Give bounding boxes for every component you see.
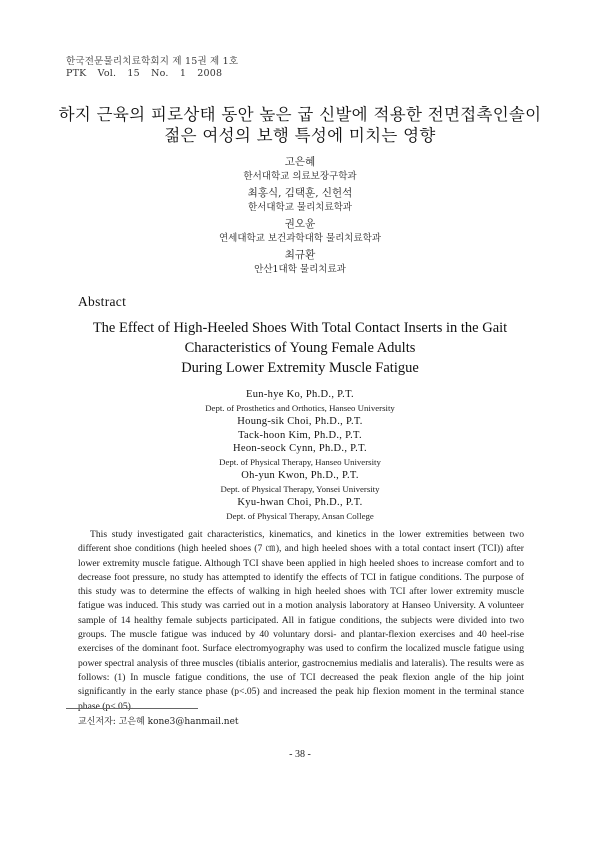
korean-affiliation: 안산1대학 물리치료과 [254, 264, 346, 275]
corresponding-author-footnote: 교신저자: 고은혜 kone3@hanmail.net [78, 717, 239, 727]
korean-title-line-1: 하지 근육의 피로상태 동안 높은 굽 신발에 적용한 전면접촉인솔이 [58, 105, 542, 124]
journal-name-korean: 한국전문물리치료학회지 제 15권 제 1호 [66, 56, 239, 67]
english-author: Houng-sik Choi, Ph.D., P.T. [237, 416, 363, 427]
korean-title-line-2: 젊은 여성의 보행 특성에 미치는 영향 [164, 126, 436, 145]
page-number: - 38 - [289, 749, 311, 760]
english-title-line-3: During Lower Extremity Muscle Fatigue [181, 360, 419, 376]
english-author: Eun-hye Ko, Ph.D., P.T. [246, 389, 354, 400]
korean-affiliation: 한서대학교 물리치료학과 [248, 202, 352, 213]
korean-affiliation: 한서대학교 의료보장구학과 [243, 171, 357, 182]
footnote-divider [66, 708, 198, 709]
english-affiliation: Dept. of Physical Therapy, Yonsei University [220, 484, 380, 494]
english-author: Heon-seock Cynn, Ph.D., P.T. [233, 443, 367, 454]
english-title-line-2: Characteristics of Young Female Adults [184, 340, 416, 356]
english-affiliation: Dept. of Physical Therapy, Hanseo University [219, 457, 381, 467]
abstract-body: This study investigated gait characteristics, kinematics, and kinetics in the lower extremities between two different shoe conditions (high heeled shoes (7 ㎝), and high heeled shoes with a total contact insert (TCI)) after lower extremity muscle fatigue. Although TCI shave been applied in high heeled shoes to increase comfort and to decrease foot pressure, no study has attempted to identify the effects of TCI in fatigue conditions. The purpose of this study was to determine the effects of walking in high heeled shoes with TCI after lower extremity muscle fatigue was induced. This study was carried out in a motion analysis laboratory at Hanseo University. A volunteer sample of 14 healthy female subjects participated. All in fatigue conditions, the subjects were divided into two groups. The muscle fatigue was induced by 40 voluntary dorsi- and plantar-flexion exercises and 40 heel-rise exercises of the dominant foot. Surface electromyography was used to confirm the localized muscle fatigue using power spectral analysis of three muscles (tibialis anterior, gastrocnemius medialis and lateralis). The results were as follows: (1) In muscle fatigue conditions, the use of TCI decreased the peak flexion angle of the hip joint significantly in the early stance phase (p<.05) and increased the peak hip flexion moment in the terminal stance phase (p<.05). [78, 529, 524, 712]
korean-author: 최규환 [284, 249, 316, 261]
journal-volume-line: PTK Vol. 15 No. 1 2008 [66, 68, 223, 79]
korean-author: 고은혜 [284, 156, 316, 168]
korean-author: 권오윤 [284, 218, 316, 230]
english-author: Oh-yun Kwon, Ph.D., P.T. [241, 470, 359, 481]
korean-affiliation: 연세대학교 보건과학대학 물리치료학과 [218, 233, 382, 244]
english-author: Tack-hoon Kim, Ph.D., P.T. [238, 430, 362, 441]
english-author: Kyu-hwan Choi, Ph.D., P.T. [237, 497, 363, 508]
english-affiliation: Dept. of Prosthetics and Orthotics, Hanseo University [205, 403, 395, 413]
english-title-line-1: The Effect of High-Heeled Shoes With Total Contact Inserts in the Gait [92, 320, 508, 336]
korean-author: 최홍식, 김택훈, 신헌석 [247, 187, 353, 199]
english-affiliation: Dept. of Physical Therapy, Ansan College [226, 511, 374, 521]
abstract-heading: Abstract [78, 294, 127, 309]
